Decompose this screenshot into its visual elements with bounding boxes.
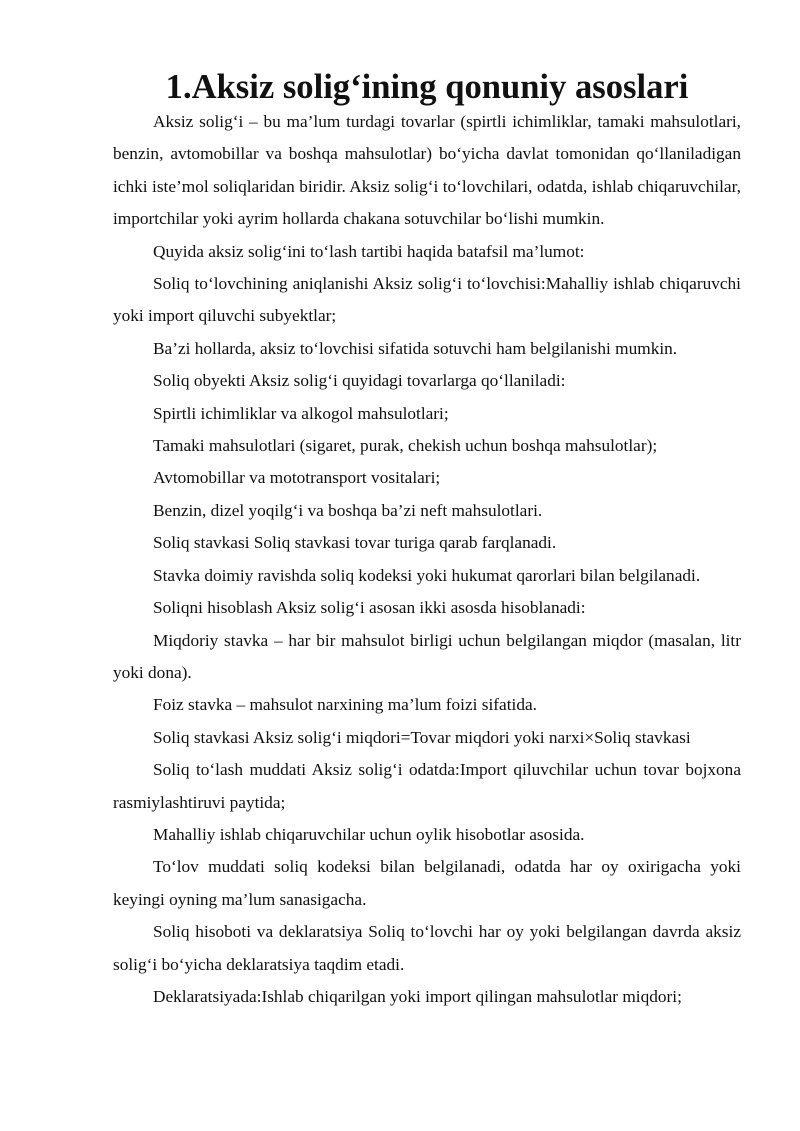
paragraph-18: To‘lov muddati soliq kodeksi bilan belgilanadi, odatda har oy oxirigacha yoki keyingi oyning ma’lum sanasigacha. (113, 857, 741, 909)
paragraph-6: Spirtli ichimliklar va alkogol mahsulotlari; (153, 403, 449, 423)
paragraph-8: Avtomobillar va mototransport vositalari; (153, 468, 441, 488)
paragraph-7: Tamaki mahsulotlari (sigaret, purak, chekish uchun boshqa mahsulotlar); (153, 436, 658, 456)
paragraph-16: Soliq to‘lash muddati Aksiz solig‘i odatda:Import qiluvchilar uchun tovar bojxona rasmiylashtiruvi paytida; (113, 760, 741, 812)
paragraph-1: Aksiz solig‘i – bu ma’lum turdagi tovarlar (spirtli ichimliklar, tamaki mahsulotlari, benzin, avtomobillar va boshqa mahsulotlar) bo‘yicha davlat tomonidan qo‘llaniladigan ichki iste’mol soliqlaridan biridir. Aksiz solig‘i to‘lovchilari, odatda, ishlab chiqaruvchilar, importchilar yoki ayrim hollarda chakana sotuvchilar bo‘lishi mumkin. (113, 112, 741, 229)
paragraph-5: Soliq obyekti Aksiz solig‘i quyidagi tovarlarga qo‘llaniladi: (153, 371, 566, 391)
paragraph-20: Deklaratsiyada:Ishlab chiqarilgan yoki import qilingan mahsulotlar miqdori; (153, 986, 682, 1006)
paragraph-3: Soliq to‘lovchining aniqlanishi Aksiz solig‘i to‘lovchisi:Mahalliy ishlab chiqaruvchi yoki import qiluvchi subyektlar; (113, 274, 741, 326)
paragraph-11: Stavka doimiy ravishda soliq kodeksi yoki hukumat qarorlari bilan belgilanadi. (153, 565, 701, 585)
paragraph-10: Soliq stavkasi Soliq stavkasi tovar turiga qarab farqlanadi. (153, 533, 557, 553)
paragraph-9: Benzin, dizel yoqilg‘i va boshqa ba’zi neft mahsulotlari. (153, 500, 543, 520)
paragraph-15: Soliq stavkasi Aksiz solig‘i miqdori=Tovar miqdori yoki narxi×Soliq stavkasi (153, 727, 691, 747)
paragraph-14: Foiz stavka – mahsulot narxining ma’lum foizi sifatida. (153, 695, 537, 715)
paragraph-4: Ba’zi hollarda, aksiz to‘lovchisi sifatida sotuvchi ham belgilanishi mumkin. (153, 338, 678, 358)
paragraph-13: Miqdoriy stavka – har bir mahsulot birligi uchun belgilangan miqdor (masalan, litr yoki dona). (113, 630, 741, 682)
document-body (113, 106, 741, 1013)
paragraph-12: Soliqni hisoblash Aksiz solig‘i asosan ikki asosda hisoblanadi: (153, 598, 586, 618)
page-title: 1.Aksiz solig‘ining qonuniy asoslari (165, 68, 689, 106)
paragraph-2: Quyida aksiz solig‘ini to‘lash tartibi haqida batafsil ma’lumot: (153, 241, 585, 261)
paragraph-17: Mahalliy ishlab chiqaruvchilar uchun oylik hisobotlar asosida. (153, 824, 585, 844)
paragraph-19: Soliq hisoboti va deklaratsiya Soliq to‘lovchi har oy yoki belgilangan davrda aksiz solig‘i bo‘yicha deklaratsiya taqdim etadi. (113, 922, 741, 974)
